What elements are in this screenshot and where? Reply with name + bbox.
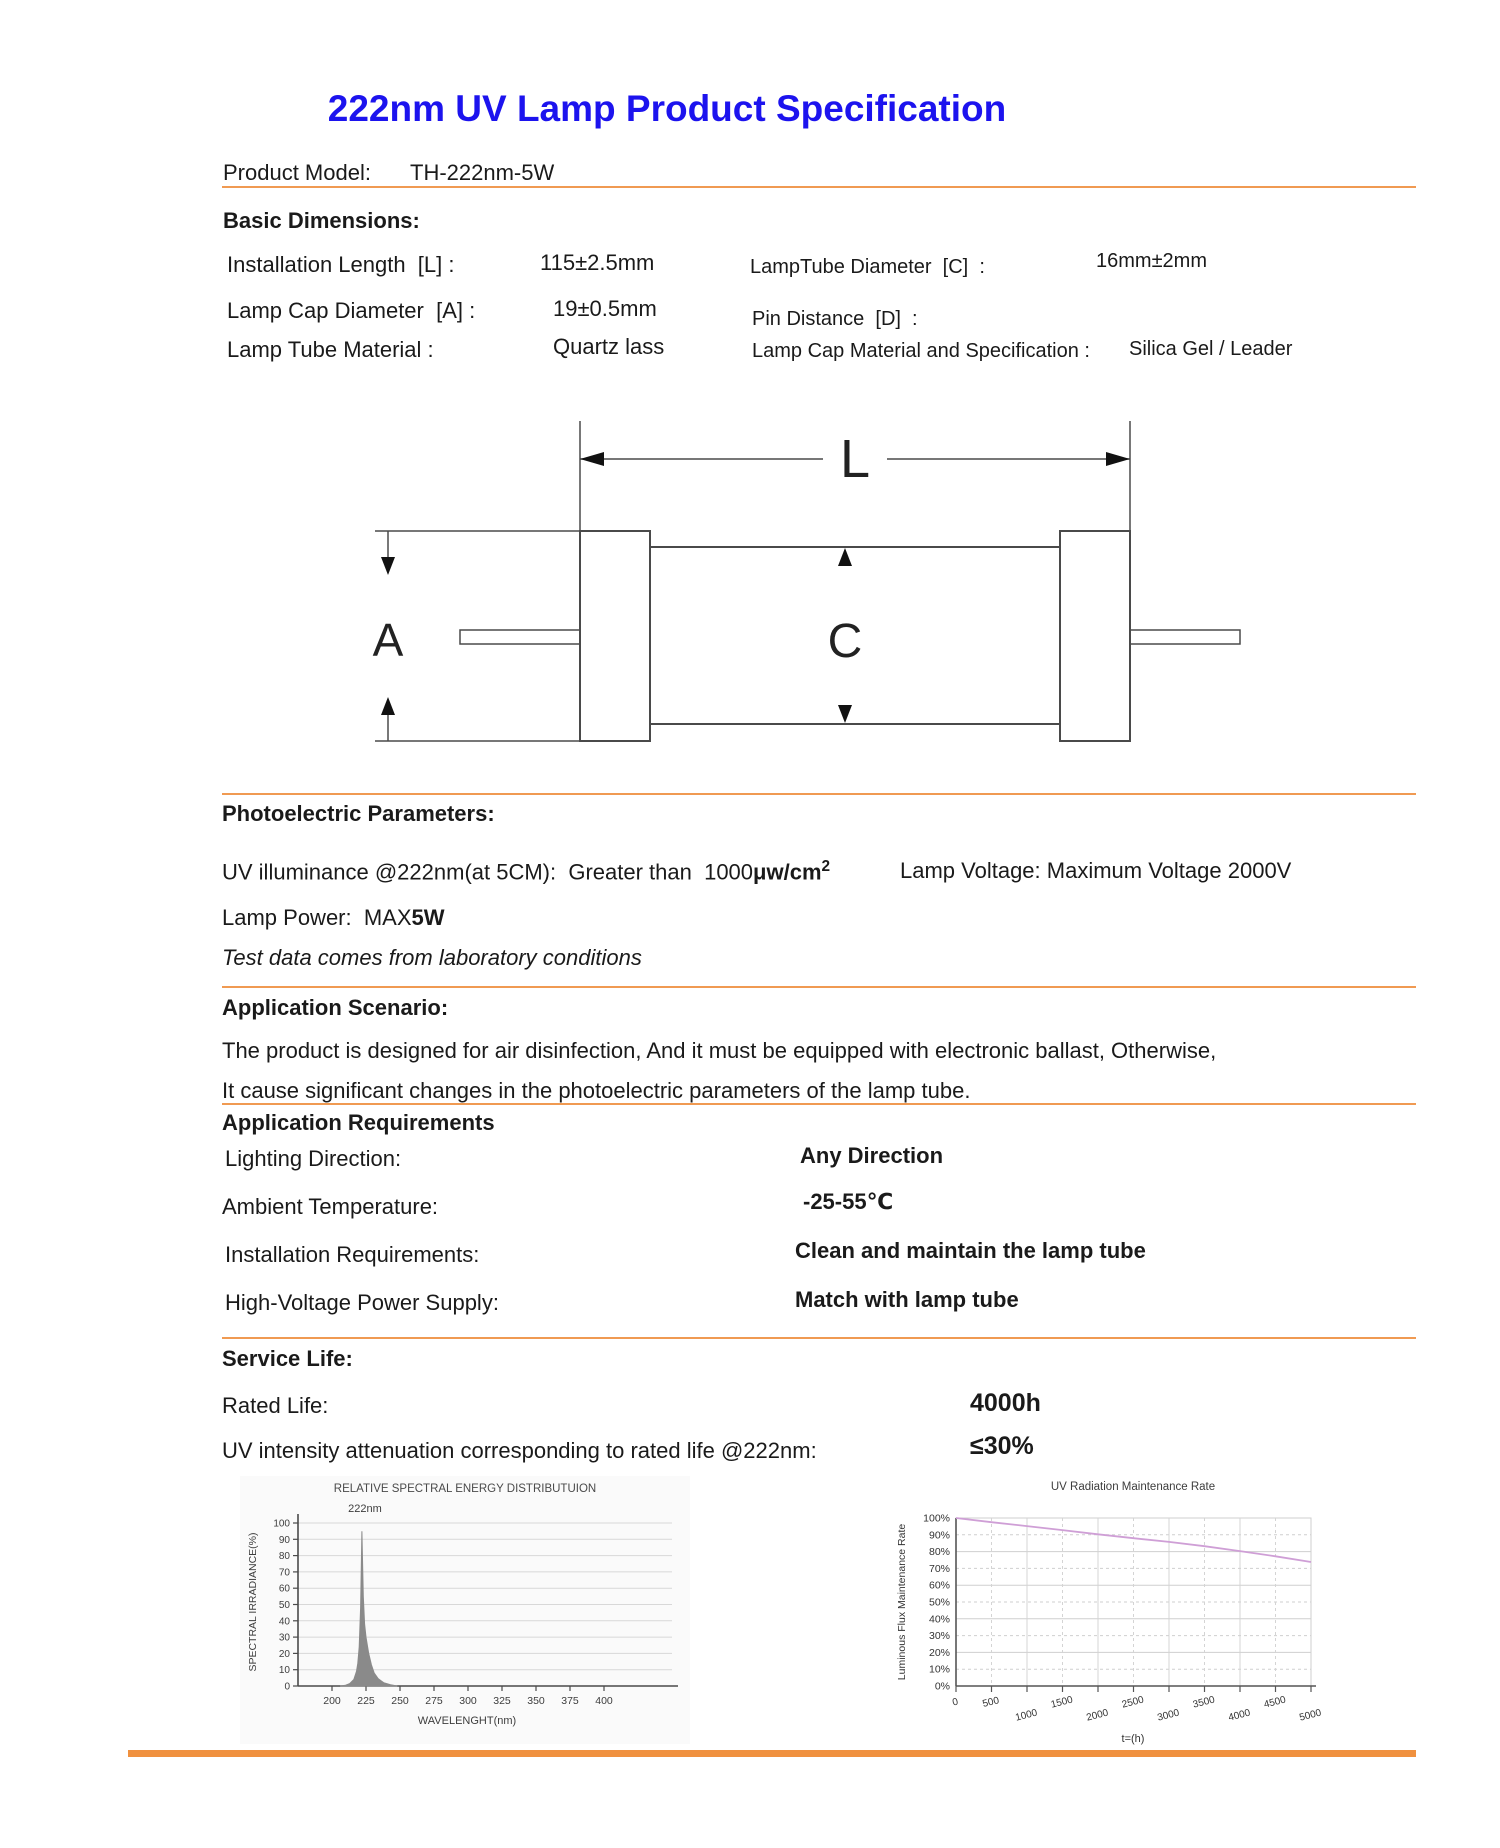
lamp-tube-material-value: Quartz lass [553, 334, 665, 359]
basic-dimensions-heading: Basic Dimensions: [223, 208, 420, 233]
lamp-cap-diameter-value: 19±0.5mm [553, 296, 657, 321]
rated-life-value: 4000h [970, 1389, 1041, 1417]
svg-text:20: 20 [278, 1648, 290, 1660]
svg-text:0%: 0% [934, 1680, 950, 1693]
lamp-dimension-diagram [175, 360, 1365, 760]
svg-text:5000: 5000 [1298, 1707, 1323, 1724]
page-footer-bar [128, 1750, 1416, 1757]
application-scenario-heading: Application Scenario: [222, 995, 449, 1020]
svg-text:4500: 4500 [1262, 1694, 1288, 1711]
svg-text:40: 40 [278, 1616, 290, 1628]
power-supply-value: Match with lamp tube [795, 1287, 1019, 1312]
svg-text:300: 300 [459, 1695, 477, 1707]
lamp-tube-diameter-value: 16mm±2mm [1096, 250, 1207, 272]
divider [222, 793, 1416, 795]
svg-text:UV Radiation Maintenance Rate: UV Radiation Maintenance Rate [1050, 1481, 1216, 1493]
application-requirements-heading: Application Requirements [222, 1110, 495, 1135]
svg-text:200: 200 [323, 1695, 341, 1707]
divider [222, 1337, 1416, 1339]
svg-text:30%: 30% [928, 1630, 950, 1643]
svg-text:0: 0 [284, 1681, 290, 1693]
svg-text:325: 325 [493, 1695, 511, 1707]
pin-distance-label: Pin Distance [D] : [752, 308, 918, 330]
divider [222, 986, 1416, 988]
svg-text:10%: 10% [928, 1663, 950, 1676]
svg-text:4000: 4000 [1227, 1707, 1252, 1724]
svg-text:90%: 90% [928, 1529, 950, 1542]
product-model-value: TH-222nm-5W [410, 160, 555, 185]
dimension-label-C: C [827, 615, 863, 668]
svg-text:225: 225 [357, 1695, 375, 1707]
svg-text:70%: 70% [928, 1562, 950, 1575]
svg-text:50%: 50% [928, 1596, 950, 1609]
svg-text:222nm: 222nm [348, 1503, 382, 1515]
svg-text:1000: 1000 [1014, 1707, 1039, 1724]
ambient-temperature-value: -25-55℃ [803, 1189, 894, 1214]
installation-requirements-value: Clean and maintain the lamp tube [795, 1238, 1146, 1263]
svg-text:100%: 100% [923, 1512, 950, 1525]
lamp-cap-left [580, 531, 650, 741]
svg-text:1500: 1500 [1049, 1694, 1075, 1711]
svg-text:100: 100 [273, 1518, 290, 1530]
lamp-voltage: Lamp Voltage: Maximum Voltage 2000V [900, 858, 1292, 883]
svg-text:30: 30 [278, 1632, 290, 1644]
product-model-label: Product Model: [223, 160, 371, 185]
scenario-line-1: The product is designed for air disinfection, And it must be equipped with electronic ballast, Otherwise, [222, 1038, 1217, 1063]
lighting-direction-value: Any Direction [800, 1143, 944, 1168]
svg-text:250: 250 [391, 1695, 409, 1707]
svg-text:70: 70 [278, 1567, 290, 1579]
svg-text:2500: 2500 [1120, 1694, 1146, 1711]
lighting-direction-label: Lighting Direction: [225, 1146, 402, 1171]
service-life-heading: Service Life: [222, 1346, 353, 1371]
installation-requirements-label: Installation Requirements: [225, 1242, 480, 1267]
divider [222, 1103, 1416, 1105]
dimension-label-A: A [372, 614, 404, 666]
svg-text:20%: 20% [928, 1646, 950, 1659]
svg-text:50: 50 [278, 1600, 290, 1611]
svg-text:400: 400 [595, 1695, 613, 1707]
svg-text:60: 60 [278, 1583, 290, 1595]
lamp-power: Lamp Power: MAX5W [222, 905, 445, 930]
lamp-tube-material-label: Lamp Tube Material : [227, 337, 434, 362]
lamp-pin-left [460, 630, 580, 644]
svg-text:375: 375 [561, 1695, 579, 1707]
dimension-label-L: L [839, 429, 871, 489]
uv-attenuation-label: UV intensity attenuation corresponding to rated life @222nm: [222, 1438, 817, 1463]
svg-text:RELATIVE SPECTRAL ENERGY DISTR: RELATIVE SPECTRAL ENERGY DISTRIBUTUION [333, 1483, 597, 1495]
installation-length-label: Installation Length [L] : [227, 252, 455, 277]
lab-conditions-note: Test data comes from laboratory conditions [222, 945, 642, 970]
svg-text:500: 500 [981, 1695, 1001, 1710]
photoelectric-heading: Photoelectric Parameters: [222, 801, 495, 826]
power-supply-label: High-Voltage Power Supply: [225, 1290, 499, 1315]
svg-text:Luminous Flux Maintenance Rate: Luminous Flux Maintenance Rate [896, 1523, 908, 1681]
lamp-cap-diameter-label: Lamp Cap Diameter [A] : [227, 298, 476, 323]
svg-text:3500: 3500 [1191, 1694, 1217, 1711]
svg-text:10: 10 [278, 1665, 290, 1677]
svg-text:40%: 40% [928, 1613, 950, 1626]
lamp-cap-material-label: Lamp Cap Material and Specification : [752, 340, 1090, 362]
lamp-cap-right [1060, 531, 1130, 741]
rated-life-label: Rated Life: [222, 1393, 329, 1418]
svg-text:60%: 60% [928, 1579, 950, 1592]
svg-text:3000: 3000 [1156, 1707, 1181, 1724]
svg-text:WAVELENGHT(nm): WAVELENGHT(nm) [417, 1715, 517, 1727]
svg-text:90: 90 [278, 1534, 290, 1546]
svg-text:350: 350 [527, 1695, 545, 1707]
ambient-temperature-label: Ambient Temperature: [222, 1194, 439, 1219]
uv-attenuation-value: ≤30% [970, 1432, 1034, 1460]
lamp-tube-diameter-label: LampTube Diameter [C] : [750, 256, 985, 278]
svg-text:SPECTRAL IRRADIANCE(%): SPECTRAL IRRADIANCE(%) [247, 1532, 259, 1672]
svg-text:t=(h): t=(h) [1121, 1733, 1145, 1745]
lamp-pin-right [1130, 630, 1240, 644]
divider [222, 186, 1416, 188]
uv-illuminance: UV illuminance @222nm(at 5CM): Greater than $1000\mu w/cm^2$ [222, 858, 831, 885]
uv-maintenance-chart [880, 1476, 1332, 1752]
spectral-energy-chart [240, 1476, 690, 1744]
svg-text:80%: 80% [928, 1546, 950, 1559]
svg-text:0: 0 [951, 1696, 960, 1709]
svg-text:80: 80 [278, 1551, 290, 1563]
svg-text:2000: 2000 [1085, 1707, 1110, 1724]
svg-text:275: 275 [425, 1695, 443, 1707]
scenario-line-2: It cause significant changes in the photoelectric parameters of the lamp tube. [222, 1078, 971, 1103]
page-title: 222nm UV Lamp Product Specification [327, 88, 1007, 129]
installation-length-value: 115±2.5mm [540, 250, 655, 275]
lamp-cap-material-value: Silica Gel / Leader [1129, 338, 1293, 360]
